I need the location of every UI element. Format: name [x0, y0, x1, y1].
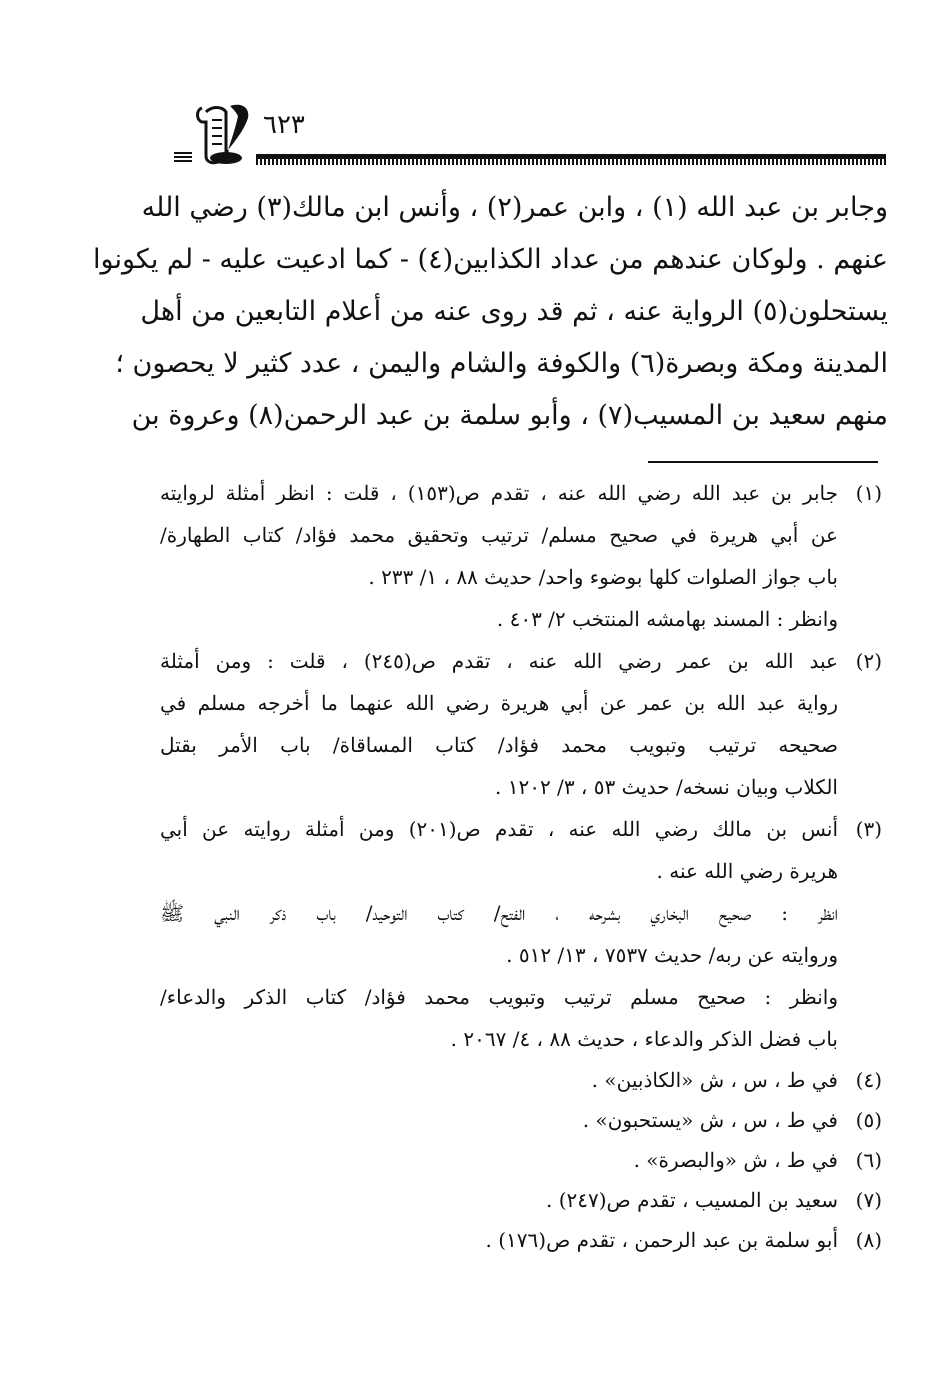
footnote-line: جابر بن عبد الله رضي الله عنه ، تقدم ص(١٥٣) ، قلت : انظر أمثلة لروايته: [160, 481, 839, 505]
footnote-body: [160, 1220, 838, 1260]
header-rule-pattern: [256, 159, 886, 165]
footnote-2: [160, 640, 882, 808]
footnote-7: [160, 1180, 882, 1220]
main-text-line: المدينة ومكة وبصرة(٦) والكوفة والشام واليمن ، عدد كثير لا يحصون ؛: [115, 348, 888, 379]
footnote-line: وروايته عن ربه/ حديث ٧٥٣٧ ، ١٣/ ٥١٢ .: [506, 943, 838, 967]
footnote-line: وانظر : صحيح مسلم ترتيب وتبويب محمد فؤاد/ كتاب الذكر والدعاء/: [160, 985, 838, 1009]
footnote-line: صحيحه ترتيب وتبويب محمد فؤاد/ كتاب المساقاة/ باب الأمر بقتل: [160, 733, 838, 757]
footnote-body: [160, 1060, 838, 1100]
footnote-1: [160, 472, 882, 640]
footnote-line: انظر : صحيح البخاري بشرحه ، الفتح/ كتاب التوحيد/ باب ذكر النبي ﷺ: [160, 901, 838, 925]
footnote-line: سعيد بن المسيب ، تقدم ص(٢٤٧) .: [545, 1188, 838, 1212]
footnote-line: هريرة رضي الله عنه .: [656, 859, 838, 883]
footnote-separator: [648, 461, 878, 463]
footnote-body: [160, 472, 838, 640]
footnote-8: [160, 1220, 882, 1260]
footnote-body: [160, 1100, 838, 1140]
main-text-line: عنهم . ولوكان عندهم من عداد الكذابين(٤) - كما ادعيت عليه - لم يكونوا: [93, 244, 888, 275]
footnote-line: رواية عبد الله بن عمر عن أبي هريرة رضي الله عنهما ما أخرجه مسلم في: [160, 691, 838, 715]
footnote-body: [160, 808, 838, 1060]
footnote-line: أبو سلمة بن عبد الرحمن ، تقدم ص(١٧٦) .: [485, 1228, 838, 1252]
footnote-line: عبد الله بن عمر رضي الله عنه ، تقدم ص(٢٤٥) ، قلت : ومن أمثلة: [160, 649, 838, 673]
footnote-4: [160, 1060, 882, 1100]
main-text: [93, 182, 888, 442]
footnote-line: الكلاب وبيان نسخه/ حديث ٥٣ ، ٣/ ١٢٠٢ .: [495, 775, 838, 799]
footnote-5: [160, 1100, 882, 1140]
footnote-number: (٤): [855, 1068, 882, 1092]
main-text-line: منهم سعيد بن المسيب(٧) ، وأبو سلمة بن عبد الرحمن(٨) وعروة بن: [131, 400, 888, 431]
footnote-number: (٦): [855, 1148, 882, 1172]
footnote-line: أنس بن مالك رضي الله عنه ، تقدم ص(٢٠١) ومن أمثلة روايته عن أبي: [160, 817, 839, 841]
footnote-3: [160, 808, 882, 1060]
header-ornament: [174, 150, 192, 162]
footnote-body: [160, 1180, 838, 1220]
footnote-number: (٣): [855, 817, 882, 841]
footnote-6: [160, 1140, 882, 1180]
footnote-number: (٥): [855, 1108, 882, 1132]
footnote-number: (٨): [855, 1228, 882, 1252]
main-text-line: يستحلون(٥) الرواية عنه ، ثم قد روى عنه من أعلام التابعين من أهل: [140, 296, 888, 327]
footnote-number: (١): [855, 481, 882, 505]
main-text-line: وجابر بن عبد الله (١) ، وابن عمر(٢) ، وأنس ابن مالك(٣) رضي الله: [141, 192, 888, 223]
quill-scroll-icon: [192, 100, 254, 166]
page-header: [168, 100, 886, 170]
footnote-line: في ط ، س ، ش «يستحبون» .: [582, 1108, 838, 1132]
footnote-line: وانظر : المسند بهامشه المنتخب ٢/ ٤٠٣ .: [496, 607, 838, 631]
footnote-body: [160, 1140, 838, 1180]
footnote-line: في ط ، ش «والبصرة» .: [633, 1148, 838, 1172]
footnote-line: عن أبي هريرة في صحيح مسلم/ ترتيب وتحقيق محمد فؤاد/ كتاب الطهارة/: [160, 523, 838, 547]
footnote-line: باب جواز الصلوات كلها بوضوء واحد/ حديث ٨٨ ، ١/ ٢٣٣ .: [368, 565, 838, 589]
footnote-line: في ط ، س ، ش «الكاذبين» .: [591, 1068, 838, 1092]
footnote-line: باب فضل الذكر والدعاء ، حديث ٨٨ ، ٤/ ٢٠٦٧ .: [450, 1027, 838, 1051]
page-number: ٦٢٣: [263, 110, 305, 140]
footnote-number: (٢): [855, 649, 882, 673]
footnotes: [160, 472, 882, 1260]
footnote-body: [160, 640, 838, 808]
footnote-number: (٧): [855, 1188, 882, 1212]
